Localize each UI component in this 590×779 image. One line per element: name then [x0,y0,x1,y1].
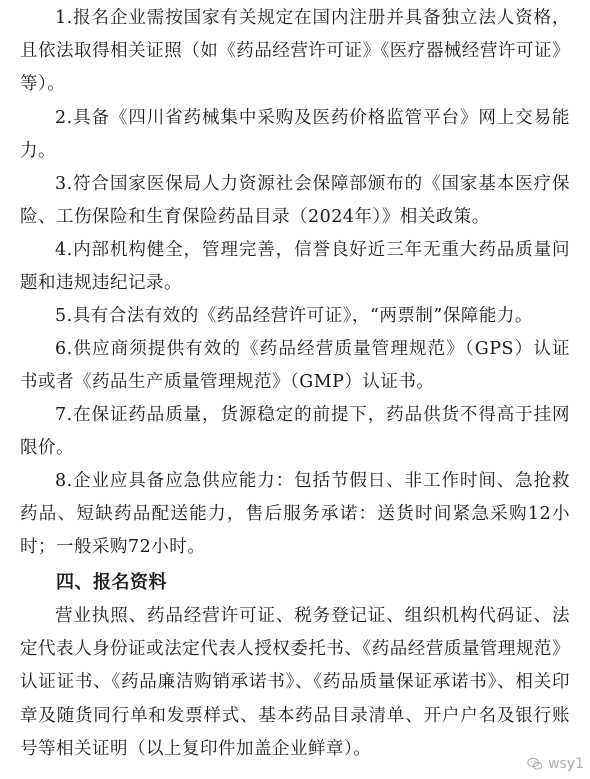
requirement-item-6: 6.供应商须提供有效的《药品经营质量管理规范》（GPS）认证书或者《药品生产质量管理规范》（GMP）认证书。 [20,339,570,393]
watermark [526,755,584,773]
requirement-item-5: 5.具有合法有效的《药品经营许可证》，“两票制”保障能力。 [55,306,533,326]
requirement-item-2: 2.具备《四川省药械集中采购及医药价格监管平台》网上交易能力。 [20,108,570,162]
requirement-item-3: 3.符合国家医保局人力资源社会保障部颁布的《国家基本医疗保险、工伤保险和生育保险药品目录（2024年）》相关政策。 [20,174,570,228]
requirement-item-7: 7.在保证药品质量，货源稳定的前提下，药品供货不得高于挂网限价。 [20,405,570,459]
requirement-item-8: 8.企业应具备应急供应能力：包括节假日、非工作时间、急抢救药品、短缺药品配送能力，售后服务承诺：送货时间紧急采购12小时；一般采购72小时。 [20,471,570,558]
watermark-text: wsy1 [548,756,584,772]
requirement-item-1: 1.报名企业需按国家有关规定在国内注册并具备独立法人资格，且依法取得相关证照（如《药品经营许可证》《医疗器械经营许可证》等）。 [20,8,570,95]
section-body: 营业执照、药品经营许可证、税务登记证、组织机构代码证、法定代表人身份证或法定代表人授权委托书、《药品经营质量管理规范》认证证书、《药品廉洁购销承诺书》、《药品质量保证承诺书》、相关印章及随货同行单和发票样式、基本药品目录清单、开户户名及银行账号等相关证明（以上复印件加盖企业鲜章）。 [20,606,570,759]
section-heading: 四、报名资料 [56,572,167,593]
wechat-icon [526,755,544,773]
requirement-item-4: 4.内部机构健全，管理完善，信誉良好近三年无重大药品质量问题和违规违纪记录。 [20,240,570,294]
